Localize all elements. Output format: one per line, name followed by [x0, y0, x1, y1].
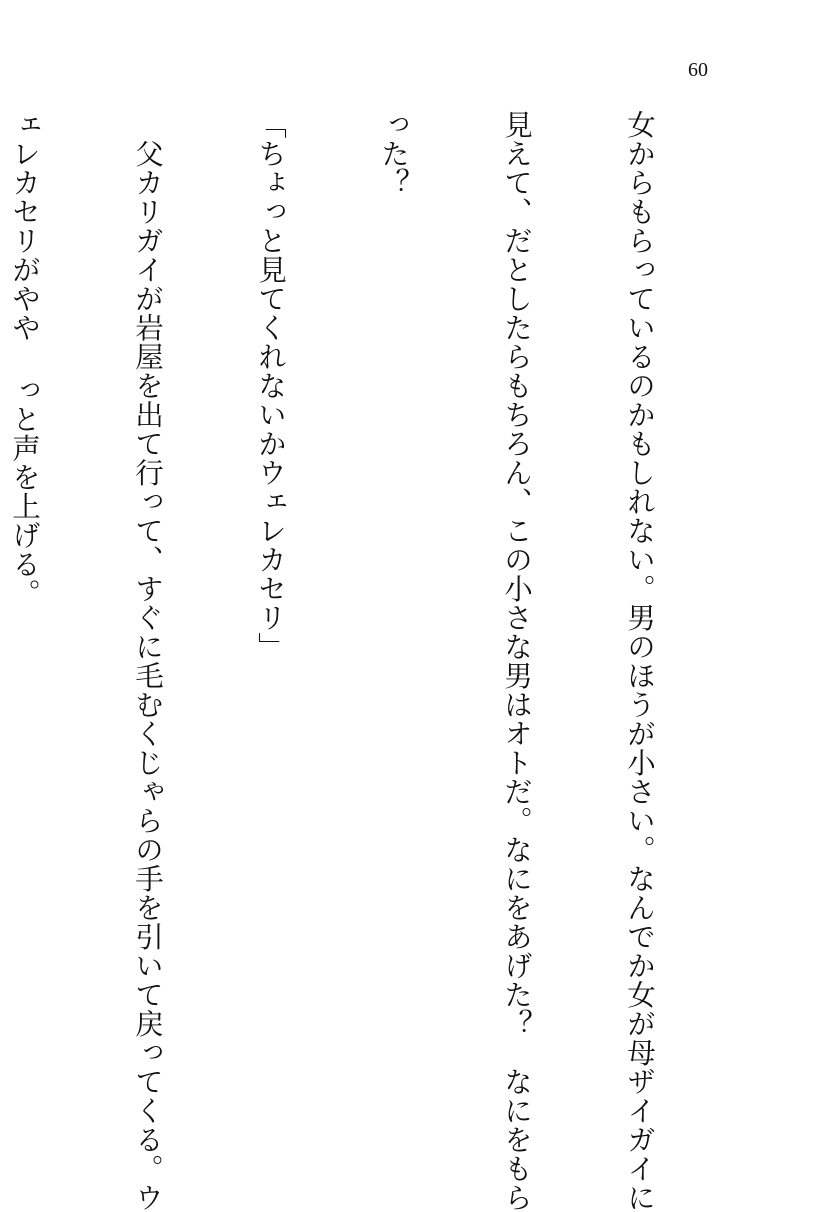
body-text — [0, 110, 742, 1212]
text-line: 父カリガイが岩屋を出て行って、すぐに毛むくじゃらの手を引いて戻ってくる。ウ — [131, 110, 164, 1212]
page-number: 60 — [688, 59, 708, 81]
text-line: 女からもらっているのかもしれない。男のほうが小さい。なんでか女が母ザイガイに — [623, 110, 656, 1212]
text-line: 「ちょっと見てくれないかウェレカセリ」 — [254, 110, 287, 661]
text-line: 見えて、だとしたらもちろん、この小さな男はオトだ。なにをあげた？ なにをもら — [500, 110, 533, 1212]
text-line: ェレカセリがやや っと声を上げる。 — [8, 110, 41, 608]
text-line: った？ — [377, 110, 410, 197]
